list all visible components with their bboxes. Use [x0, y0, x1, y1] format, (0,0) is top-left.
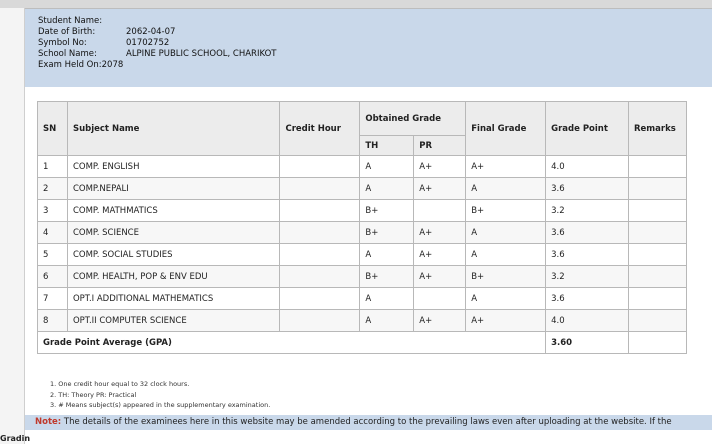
row-pr-grade [414, 200, 466, 222]
row-final-grade: B+ [466, 200, 546, 222]
row-credit [280, 288, 360, 310]
row-sn: 4 [38, 222, 68, 244]
row-grade-point: 3.2 [546, 266, 629, 288]
row-grade-point: 3.6 [546, 222, 629, 244]
row-sn: 2 [38, 178, 68, 200]
note-label: Note: [35, 417, 62, 427]
row-final-grade: A+ [466, 156, 546, 178]
row-remarks [628, 310, 686, 332]
row-credit [280, 156, 360, 178]
school-label: School Name: [38, 49, 97, 59]
gpa-value: 3.60 [546, 332, 629, 354]
row-credit [280, 266, 360, 288]
grade-table [37, 101, 687, 354]
symbol-label: Symbol No: [38, 38, 87, 48]
gpa-label: Grade Point Average (GPA) [38, 332, 546, 354]
footnotes [50, 379, 270, 411]
row-grade-point: 3.6 [546, 178, 629, 200]
row-grade-point: 4.0 [546, 310, 629, 332]
row-remarks [628, 288, 686, 310]
row-pr-grade [414, 288, 466, 310]
row-grade-point: 4.0 [546, 156, 629, 178]
row-th-grade: A [360, 178, 414, 200]
header-grade-point: Grade Point [546, 102, 629, 156]
footnote-item: 3. # Means subject(s) appeared in the supplementary examination. [50, 401, 271, 409]
symbol-value: 01702752 [126, 38, 170, 48]
row-th-grade: A [360, 156, 414, 178]
row-sn: 7 [38, 288, 68, 310]
grade-table-body [38, 156, 687, 354]
footnote-item: 1. One credit hour equal to 32 clock hours. [50, 380, 190, 388]
row-subject: COMP. SCIENCE [67, 222, 280, 244]
gpa-remarks [628, 332, 686, 354]
table-row [38, 244, 687, 266]
row-th-grade: B+ [360, 266, 414, 288]
header-subject: Subject Name [67, 102, 280, 156]
note-text: The details of the examinees here in this website may be amended according to the prevailing laws even after uploading at the website. If the [61, 417, 672, 427]
row-grade-point: 3.6 [546, 288, 629, 310]
row-subject: COMP. SOCIAL STUDIES [67, 244, 280, 266]
symbol-row [38, 38, 170, 49]
grade-table-header [38, 102, 687, 156]
table-row [38, 200, 687, 222]
row-pr-grade: A+ [414, 222, 466, 244]
row-final-grade: A+ [466, 310, 546, 332]
row-pr-grade: A+ [414, 266, 466, 288]
header-remarks: Remarks [628, 102, 686, 156]
header-th: TH [360, 136, 414, 156]
header-pr: PR [414, 136, 466, 156]
row-subject: OPT.I ADDITIONAL MATHEMATICS [67, 288, 280, 310]
row-subject: COMP. MATHMATICS [67, 200, 280, 222]
disclaimer-bar [25, 415, 712, 430]
row-remarks [628, 266, 686, 288]
table-row [38, 288, 687, 310]
exam-label: Exam Held On: [38, 60, 102, 70]
row-final-grade: A [466, 244, 546, 266]
row-pr-grade: A+ [414, 244, 466, 266]
row-credit [280, 178, 360, 200]
row-th-grade: A [360, 288, 414, 310]
row-credit [280, 200, 360, 222]
student-info-panel [25, 9, 712, 87]
row-subject: COMP. ENGLISH [67, 156, 280, 178]
grading-heading-fragment: Gradin [0, 434, 31, 443]
row-final-grade: A [466, 178, 546, 200]
dob-row [38, 27, 176, 38]
window-left-edge [0, 8, 25, 444]
dob-label: Date of Birth: [38, 27, 96, 37]
row-final-grade: A [466, 288, 546, 310]
dob-value: 2062-04-07 [126, 27, 176, 37]
row-sn: 3 [38, 200, 68, 222]
row-remarks [628, 222, 686, 244]
row-th-grade: B+ [360, 200, 414, 222]
header-sn: SN [38, 102, 68, 156]
gpa-row [38, 332, 687, 354]
row-credit [280, 222, 360, 244]
row-sn: 8 [38, 310, 68, 332]
row-remarks [628, 156, 686, 178]
row-subject: COMP. HEALTH, POP & ENV EDU [67, 266, 280, 288]
row-th-grade: B+ [360, 222, 414, 244]
row-remarks [628, 244, 686, 266]
row-pr-grade: A+ [414, 310, 466, 332]
row-pr-grade: A+ [414, 178, 466, 200]
window-top-edge [0, 0, 712, 9]
student-name-row [38, 16, 102, 27]
row-grade-point: 3.6 [546, 244, 629, 266]
student-name-label: Student Name: [38, 16, 103, 26]
row-subject: COMP.NEPALI [67, 178, 280, 200]
school-row [38, 49, 277, 60]
row-grade-point: 3.2 [546, 200, 629, 222]
table-row [38, 266, 687, 288]
row-final-grade: B+ [466, 266, 546, 288]
row-remarks [628, 200, 686, 222]
footnote-item: 2. TH: Theory PR: Practical [50, 390, 137, 399]
row-remarks [628, 178, 686, 200]
table-row [38, 222, 687, 244]
table-row [38, 310, 687, 332]
exam-value: 2078 [101, 60, 124, 70]
header-obtained-grade: Obtained Grade [360, 102, 466, 136]
row-th-grade: A [360, 310, 414, 332]
row-subject: OPT.II COMPUTER SCIENCE [67, 310, 280, 332]
school-value: ALPINE PUBLIC SCHOOL, CHARIKOT [126, 49, 277, 59]
marksheet-document [25, 9, 712, 444]
row-pr-grade: A+ [414, 156, 466, 178]
row-credit [280, 244, 360, 266]
row-th-grade: A [360, 244, 414, 266]
row-sn: 1 [38, 156, 68, 178]
exam-row [38, 60, 123, 71]
header-credit-hour: Credit Hour [280, 102, 360, 156]
table-row [38, 156, 687, 178]
row-sn: 6 [38, 266, 68, 288]
row-sn: 5 [38, 244, 68, 266]
table-row [38, 178, 687, 200]
row-final-grade: A [466, 222, 546, 244]
header-final-grade: Final Grade [466, 102, 546, 156]
row-credit [280, 310, 360, 332]
